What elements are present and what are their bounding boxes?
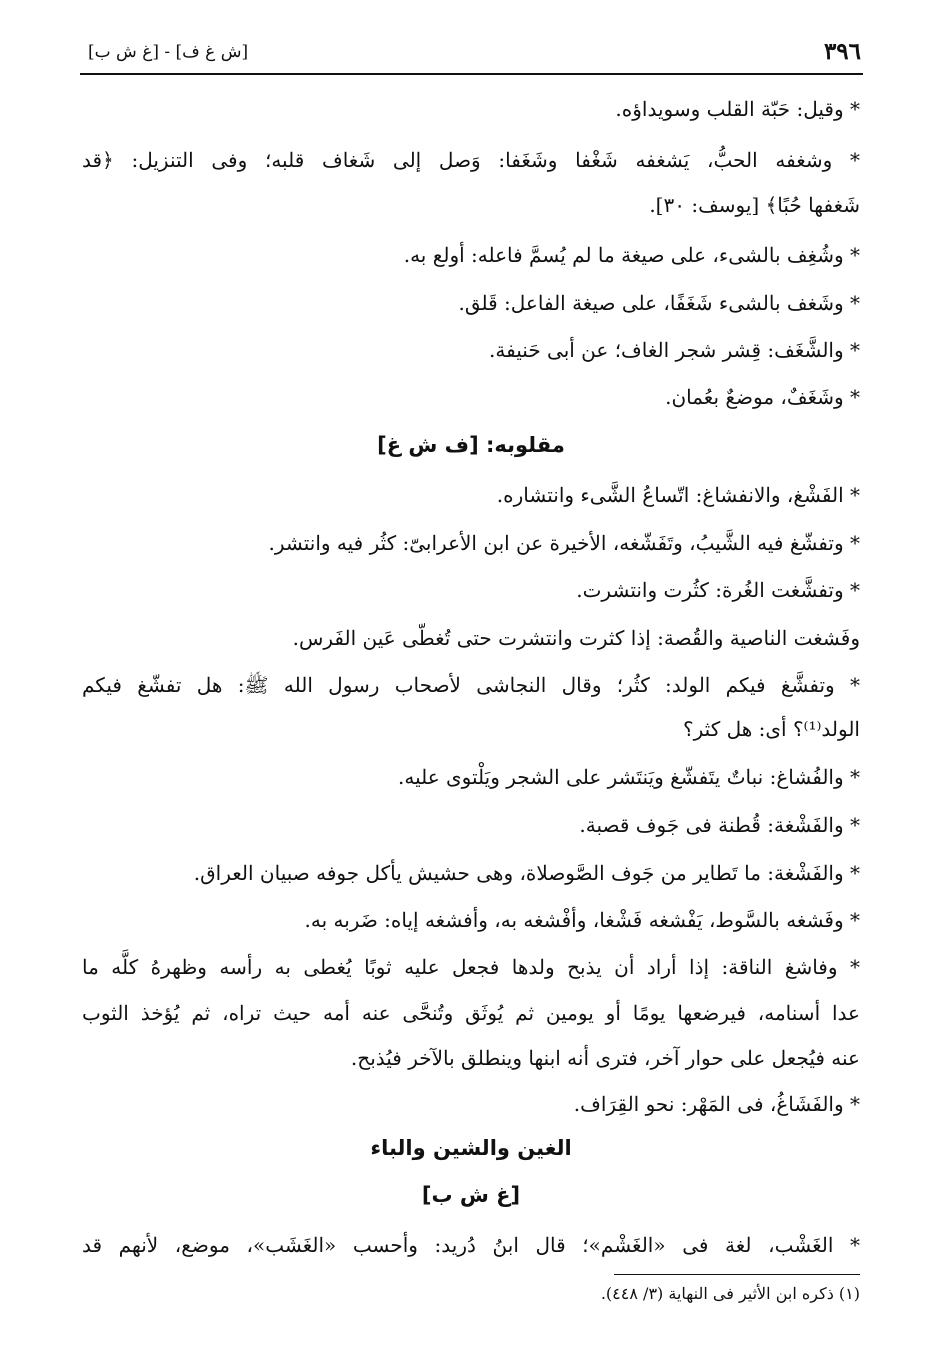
text-line: * والشَّغَف: قِشر شجر الغاف؛ عن أبى حَنيفة. [489, 338, 860, 362]
text-line: * وفاشغ الناقة: إذا أراد أن يذبح ولدها فجعل عليه ثوبًا يُغطى به رأسه وظهرهُ كلَّه ما [82, 955, 860, 979]
section-heading: الغين والشين والباء [370, 1136, 572, 1160]
text-line: وفَشغت الناصية والقُصة: إذا كثرت وانتشرت حتى تُغطّى عَين الفَرس. [292, 626, 860, 650]
section-heading: مقلوبه: [ف ش غ] [377, 433, 565, 457]
page-number: ٣٩٦ [823, 38, 861, 65]
text-line: * وتفشَّغ فيكم الولد: كثُر؛ وقال النجاشى لأصحاب رسول الله ﷺ: هل تفشّغ فيكم [82, 673, 860, 697]
root-heading: [غ ش ب] [421, 1183, 521, 1207]
text-line: شَغفها حُبًا﴾ [يوسف: ٣٠]. [649, 193, 860, 217]
running-header-entries: [ش غ ف] - [غ ش ب] [88, 42, 249, 62]
text-line: * وتفشَّغت الغُرة: كثُرت وانتشرت. [576, 578, 860, 602]
text-line: * وفَشغه بالسَّوط، يَفْشغه فَشْغا، وأفْشغه به، وأفشغه إياه: ضَربه به. [304, 908, 860, 932]
text-line: عنه فيُجعل على حوار آخر، فترى أنه ابنها وينطلق بالآخر فيُذبح. [350, 1046, 860, 1070]
text-line: * وشغفه الحبُّ، يَشغفه شَغْفا وشَغَفا: وَصل إلى شَغاف قلبه؛ وفى التنزيل: ﴿قد [82, 148, 860, 172]
footnote: (١) ذكره ابن الأثير فى النهاية (٣/ ٤٤٨). [600, 1284, 860, 1303]
text-line: * والفَشَاغُ، فى المَهْر: نحو القِرَاف. [573, 1092, 860, 1116]
text-line: الولد⁽¹⁾؟ أى: هل كثر؟ [683, 717, 860, 741]
text-line: * والفُشاغ: نباتٌ يتَفشّغ ويَنتَشر على الشجر ويَلْتوى عليه. [398, 765, 860, 789]
footnote-rule [614, 1274, 860, 1275]
text-line: * وتفشّغ فيه الشَّيبُ، وتَفَشّغه، الأخيرة عن ابن الأعرابىّ: كثُر فيه وانتشر. [268, 531, 860, 555]
text-line: * وشَغَفٌ، موضعٌ بعُمان. [665, 385, 860, 409]
text-line: * وشَغف بالشىء شَغَفًا، على صيغة الفاعل: قَلق. [458, 291, 860, 315]
text-line: * والفَشْغة: ما تَطاير من جَوف الصَّوصلاة، وهى حشيش يأكل جوفه صبيان العراق. [193, 861, 860, 885]
text-line: * الفَشْغ، والانفشاغ: اتّساعُ الشَّىء وانتشاره. [496, 483, 860, 507]
text-line: * الغَشْب، لغة فى «الغَشْم»؛ قال ابنُ دُريد: وأحسب «الغَشَب»، موضع، لأنهم قد [82, 1233, 860, 1257]
text-line: * وشُغِف بالشىء، على صيغة ما لم يُسمَّ فاعله: أولع به. [403, 243, 860, 267]
text-line: عدا أسنامه، فيرضعها يومًا أو يومين ثم يُوثَق وتُنحَّى عنه أمه حيث تراه، ثم يُؤخذ الثوب [82, 1001, 860, 1025]
header-rule [80, 73, 863, 75]
text-line: * وقيل: حَبّة القلب وسويداؤه. [615, 97, 860, 121]
text-line: * والفَشْغة: قُطنة فى جَوف قصبة. [579, 813, 860, 837]
